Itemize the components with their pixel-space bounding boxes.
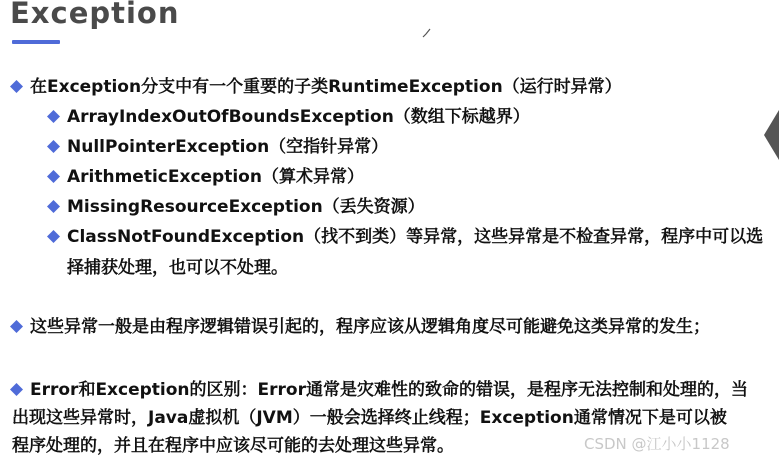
sub-bullet-continuation: 择捕获处理，也可以不处理。 (67, 258, 288, 278)
sub-bullet-text: MissingResourceException（丢失资源） (67, 197, 425, 217)
watermark: CSDN @江小小1128 (584, 435, 730, 453)
diff-bullet-continuation: 程序处理的，并且在程序中应该尽可能的去处理这些异常。 (12, 436, 454, 456)
slide-title: Exception (10, 0, 180, 30)
diff-bullet-continuation: 出现这些异常时，Java虚拟机（JVM）一般会选择终止线程；Exception通常情况下是可以被 (12, 408, 727, 428)
sub-bullet-text: ArithmeticException（算术异常） (67, 167, 364, 187)
diamond-bullet-icon (47, 110, 60, 123)
diamond-bullet-icon (47, 170, 60, 183)
diamond-bullet-icon (10, 80, 23, 93)
diamond-bullet-icon (10, 320, 23, 333)
diamond-bullet-icon (10, 383, 23, 396)
main-bullet-text: 在Exception分支中有一个重要的子类RuntimeException（运行时异常） (30, 77, 622, 97)
sub-bullet-text: ClassNotFoundException（找不到类）等异常，这些异常是不检查异常，程序中可以选 (67, 227, 764, 247)
diamond-bullet-icon (47, 200, 60, 213)
diamond-bullet-icon (47, 140, 60, 153)
diamond-bullet-icon (47, 230, 60, 243)
sub-bullet-text: ArrayIndexOutOfBoundsException（数组下标越界） (67, 107, 530, 127)
sub-bullet-text: NullPointerException（空指针异常） (67, 137, 389, 157)
title-underline (12, 40, 60, 44)
cursor-icon (422, 28, 432, 38)
logic-bullet-text: 这些异常一般是由程序逻辑错误引起的，程序应该从逻辑角度尽可能避免这类异常的发生； (30, 317, 710, 337)
diff-bullet-text: Error和Exception的区别：Error通常是灾难性的致命的错误，是程序无法控制和处理的，当 (30, 380, 748, 400)
arrow-icon (762, 110, 779, 160)
